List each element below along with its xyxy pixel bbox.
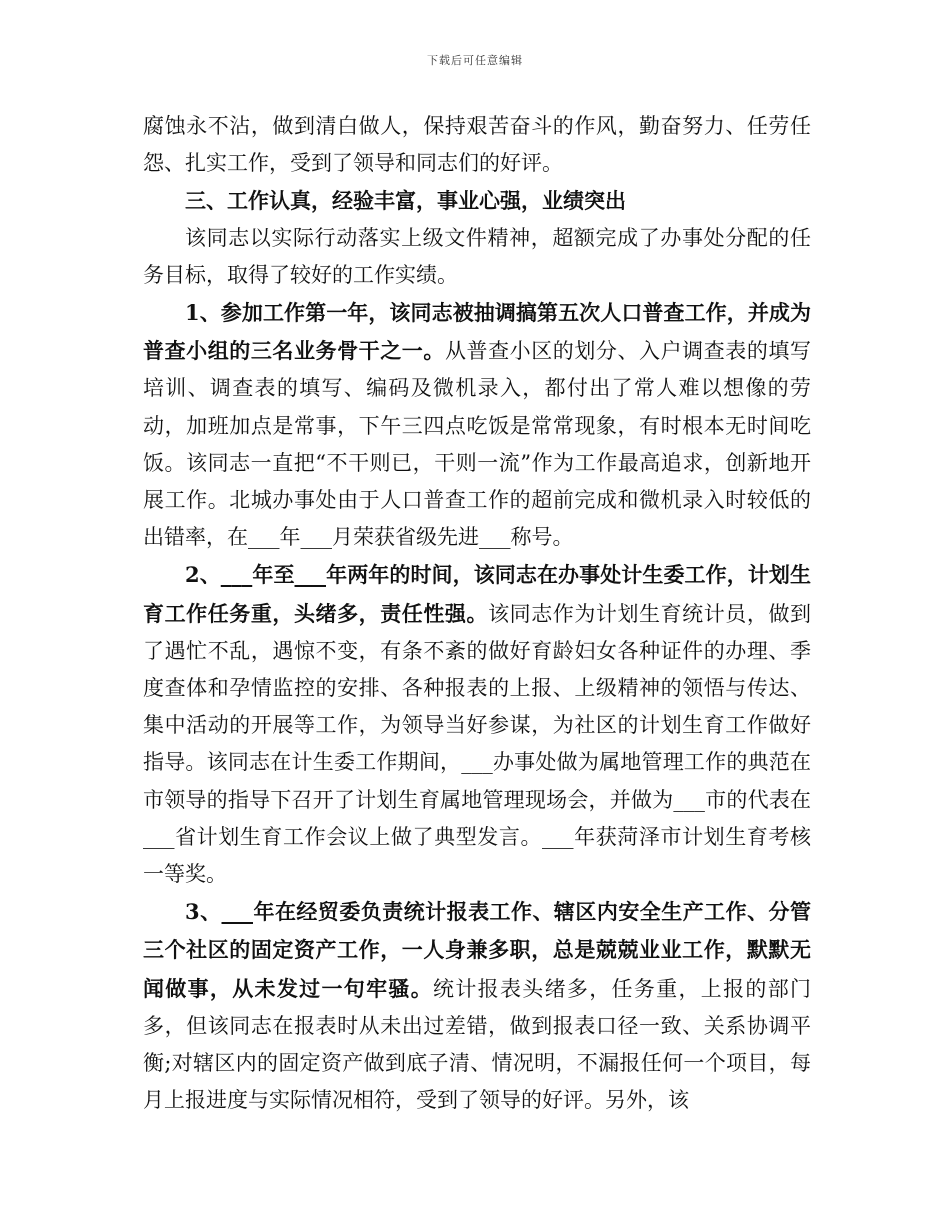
- paragraph-item-1: [143, 294, 811, 556]
- document-body: [143, 108, 811, 1119]
- item-1-body: 从普查小区的划分、入户调查表的填写培训、调查表的填写、编码及微机录入，都付出了常人难以想像的劳动，加班加点是常事，下午三四点吃饭是常常现象，有时根本无时间吃饭。该同志一直把“不干则已，干则一流”作为工作最高追求，创新地开展工作。北城办事处由于人口普查工作的超前完成和微机录入时较低的出错率，在___年___月荣获省级先进___称号。: [143, 339, 812, 550]
- paragraph-item-3: [143, 893, 811, 1119]
- paragraph-continuation: 腐蚀永不沾，做到清白做人，保持艰苦奋斗的作风，勤奋努力、任劳任怨、扎实工作，受到了领导和同志们的好评。: [143, 114, 811, 176]
- item-2-body: 该同志作为计划生育统计员，做到了遇忙不乱，遇惊不变，有条不紊的做好育龄妇女各种证件的办理、季度查体和孕情监控的安排、各种报表的上报、上级精神的领悟与传达、集中活动的开展等工作，为领导当好参谋，为社区的计划生育工作做好指导。该同志在计生委工作期间，___办事处做为属地管理工作的典范在市领导的指导下召开了计划生育属地管理现场会，并做为___市的代表在___省计划生育工作会议上做了典型发言。___年获菏泽市计划生育考核一等奖。: [143, 601, 812, 887]
- item-3-lead: 3、___年在经贸委负责统计报表工作、辖区内安全生产工作、分管三个社区的固定资产工作，一人身兼多职，总是兢兢业业工作，默默无闻做事，从未发过一句牢骚。: [143, 899, 811, 1001]
- paragraph-item-2: [143, 556, 811, 893]
- section-heading-3: 三、工作认真，经验丰富，事业心强，业绩突出: [185, 188, 626, 214]
- item-3-body: 统计报表头绪多，任务重，上报的部门多，但该同志在报表时从未出过差错，做到报表口径一致、关系协调平衡;对辖区内的固定资产做到底子清、情况明，不漏报任何一个项目，每月上报进度与实际情况相符，受到了领导的好评。另外，该: [143, 976, 812, 1113]
- paragraph-intro: 该同志以实际行动落实上级文件精神，超额完成了办事处分配的任务目标，取得了较好的工作实绩。: [143, 225, 811, 287]
- item-1-lead: 1、参加工作第一年，该同志被抽调搞第五次人口普查工作，并成为普查小组的三名业务骨干之一。: [143, 300, 811, 364]
- item-2-lead: 2、___年至___年两年的时间，该同志在办事处计生委工作，计划生育工作任务重，头绪多，责任性强。: [143, 562, 811, 626]
- page-header: 下载后可任意编辑: [427, 54, 523, 67]
